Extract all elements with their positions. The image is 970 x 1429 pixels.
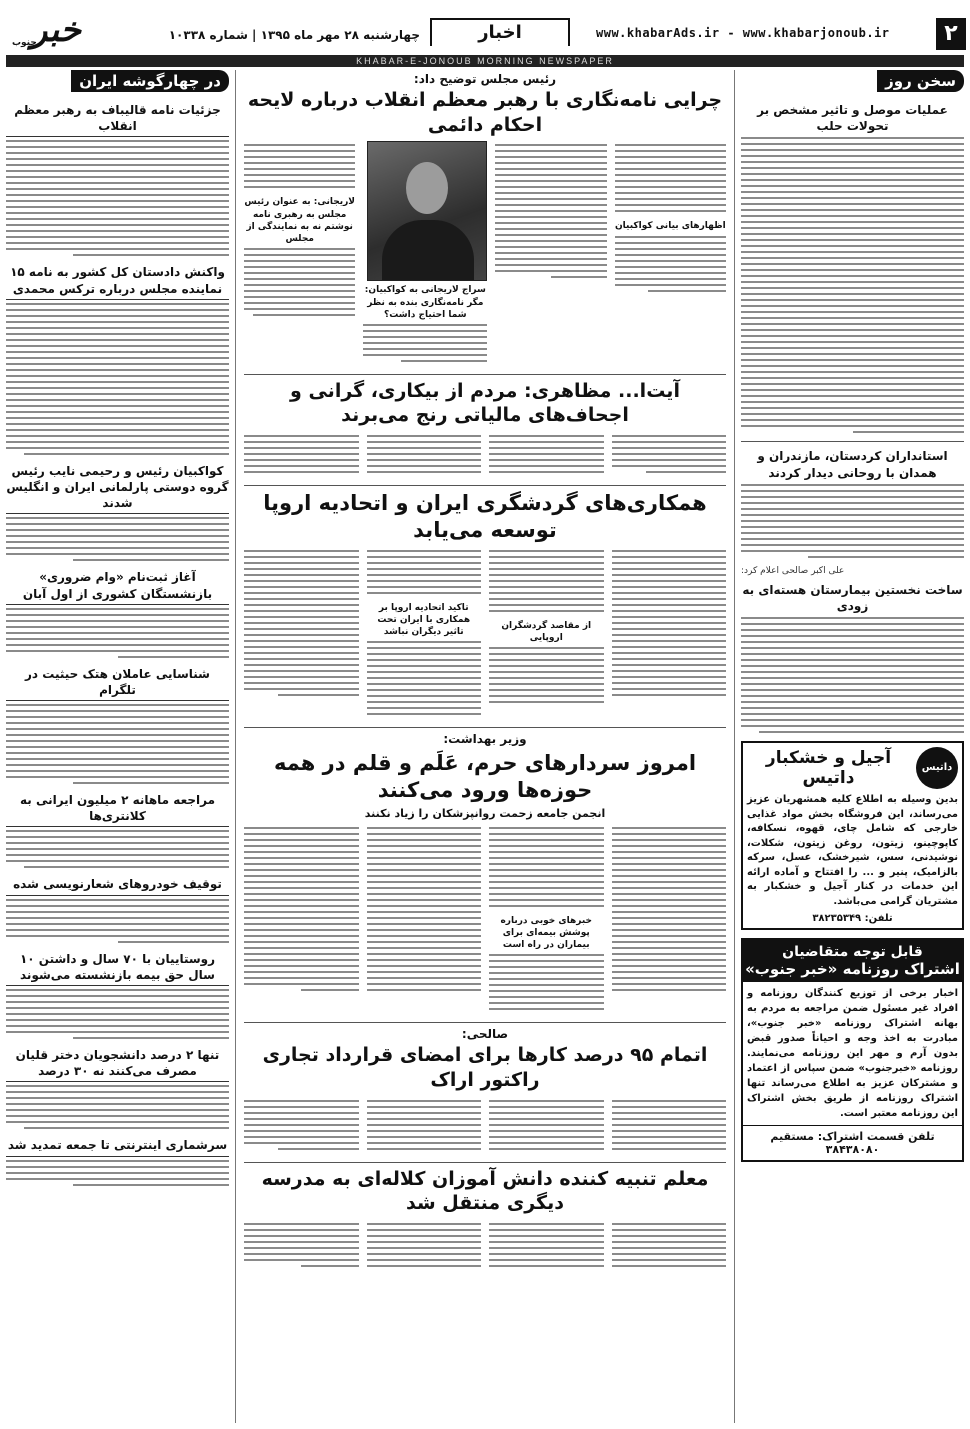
site-url[interactable]: www.khabarAds.ir - www.khabarjonoub.ir	[596, 26, 890, 40]
left-story-title[interactable]: مراجعه ماهانه ۲ میلیون ایرانی به کلانتری‌ها	[6, 792, 229, 827]
editorial-tag: سخن روز	[877, 70, 964, 92]
left-story-title[interactable]: تنها ۲ درصد دانشجویان دختر قلیان مصرف می‌کنند نه ۳۰ درصد	[6, 1047, 229, 1082]
governors-story-body	[741, 484, 964, 558]
newspaper-logo: خبر	[30, 10, 82, 50]
notice-header-line1: قابل توجه متقاضیان	[782, 944, 923, 961]
teacher-headline[interactable]: معلم تنبیه کننده دانش آموزان کلاله‌ای به مدرسه دیگری منتقل شد	[261, 1167, 709, 1215]
left-story-body	[6, 830, 229, 868]
left-story-body	[6, 608, 229, 658]
nuts-shop-ad[interactable]	[741, 741, 964, 930]
health-kicker: وزیر بهداشت:	[443, 732, 527, 747]
english-name-bar: KHABAR-E-JONOUB MORNING NEWSPAPER	[6, 55, 964, 67]
left-story-title[interactable]: شناسایی عاملان هتک حیثیت در تلگرام	[6, 666, 229, 701]
health-story-body	[244, 824, 726, 1018]
nuclear-story-body	[741, 617, 964, 733]
left-story-body	[6, 303, 229, 455]
ad-text: بدین وسیله به اطلاع کلیه همشهریان عزیز می‌رساند، این فروشگاه بخش مواد غذایی خارجی که شامل چای، قهوه، نسکافه، کاپوچینو، زیتون، روغن زیتون، شکلات، نوشیدنی، سس، شیرخشک، عسل، سرکه بالزامیک، پنیر و ... را افتتاح و آماده ارائه این خدمات در کنار آجیل و خشکبار به مشتریان گرامی می‌باشد.	[747, 794, 958, 907]
left-story-body	[6, 1085, 229, 1129]
tourism-headline[interactable]: همکاری‌های گردشگری ایران و اتحادیه اروپا توسعه می‌یابد	[263, 491, 707, 543]
left-story-body	[6, 517, 229, 561]
nuclear-story-kicker: علی اکبر صالحی اعلام کرد:	[741, 565, 845, 576]
left-story-title[interactable]: کواکبیان رئیس و رحیمی نایب رئیس گروه دوستی پارلمانی ایران و انگلیس شدند	[6, 463, 229, 515]
tourism-subhead-eu: تاکید اتحادیه اروپا بر همکاری با ایران تحت تاثیر دیگران نباشد	[377, 602, 471, 638]
mazaheri-story-body	[244, 432, 726, 481]
center-column	[244, 70, 726, 1423]
tourism-story-body	[244, 547, 726, 723]
notice-phone: تلفن قسمت اشتراک: مستقیم ۳۸۴۳۸۰۸۰	[743, 1125, 962, 1160]
shop-logo-icon: داتیس	[916, 747, 958, 789]
divider	[244, 1162, 726, 1163]
lead-kicker: رئیس مجلس توضیح داد:	[413, 72, 557, 86]
left-story-title[interactable]: آغاز ثبت‌نام «وام ضروری» بازنشستگان کشوری از اول آبان	[6, 569, 229, 604]
left-story-title[interactable]: توقیف خودروهای شعارنویسی شده	[6, 876, 229, 895]
lead-headline[interactable]: چرایی نامه‌نگاری با رهبر معظم انقلاب درباره لایحه احکام دائمی	[247, 89, 723, 136]
editorial-title[interactable]: عملیات موصل و تاثیر مشخص بر تحولات حلب	[757, 103, 948, 134]
side-heading-kavakebian: اظهارهای بیانی کواکبیان	[614, 221, 726, 232]
notice-text: اخبار برخی از توزیع کنندگان روزنامه و افراد غیر مسئول ضمن مراجعه به مردم به بهانه اشتراک روزنامه «خبر جنوب»، مبادرت به اخذ وجه و احیاناً صدور قبض بدون آرم و مهر این روزنامه می‌نمایند. روزنامه «خبرجنوب» ضمن سپاس از اعتماد و مشترکان عزیز به اطلاع می‌رساند تنها اشتراک روزنامه از طریق بخش اشتراک این روزنامه معتبر است.	[747, 988, 958, 1120]
left-column	[6, 70, 236, 1423]
salehi-headline[interactable]: اتمام ۹۵ درصد کارها برای امضای قرارداد تجاری راکتور اراک	[262, 1044, 708, 1091]
left-story-body	[6, 1160, 229, 1186]
health-headline[interactable]: امروز سردارهای حرم، عَلَم و قلم در همه حوزه‌ها ورود می‌کنند	[273, 751, 697, 803]
health-inner-subhead: خبرهای خوبی درباره پوشش بیمه‌ای برای بیماران در راه است	[500, 915, 593, 951]
divider	[244, 1022, 726, 1023]
nuclear-story-title[interactable]: ساخت نخستین بیمارستان هسته‌ای به زودی	[742, 582, 963, 613]
lead-story-body	[244, 141, 726, 369]
divider	[741, 441, 964, 442]
left-story-title[interactable]: سرشماری اینترنتی تا جمعه تمدید شد	[6, 1137, 229, 1156]
left-story-body	[6, 140, 229, 256]
left-story-title[interactable]: روستاییان با ۷۰ سال و داشتن ۱۰ سال حق بیمه بازنشسته می‌شوند	[6, 951, 229, 986]
ad-title: آجیل و خشکبار داتیس	[765, 748, 892, 789]
salehi-story-body	[244, 1097, 726, 1158]
divider	[244, 485, 726, 486]
larijani-photo	[367, 141, 487, 281]
left-story-body	[6, 704, 229, 784]
edition-info: چهارشنبه ۲۸ مهر ماه ۱۳۹۵ | شماره ۱۰۳۳۸	[168, 28, 420, 42]
governors-story-title[interactable]: استانداران کردستان، مازندران و همدان با روحانی دیدار کردند	[757, 449, 948, 480]
left-story-body	[6, 989, 229, 1039]
iran-corners-tag: در چهارگوشه ایران	[71, 70, 229, 92]
health-subhead: انجمن جامعه زحمت روانپزشکان را زیاد نکنند	[364, 806, 606, 820]
newspaper-logo-sub: جنوب	[12, 38, 37, 48]
editorial-body	[741, 137, 964, 433]
mazaheri-headline[interactable]: آیت‌ا... مظاهری: مردم از بیکاری، گرانی و اجحاف‌های مالیاتی رنج می‌برند	[290, 379, 680, 427]
notice-header	[743, 940, 962, 982]
divider	[244, 374, 726, 375]
ad-phone: تلفن: ۳۸۲۳۵۳۴۹	[812, 913, 893, 925]
divider	[244, 727, 726, 728]
teacher-story-body	[244, 1220, 726, 1275]
page-number: ۲	[936, 18, 966, 50]
photo-caption: سراج لاریجانی به کواکبیان: مگر نامه‌نگاری بنده به نظر شما احتیاج داشت؟	[364, 285, 486, 320]
salehi-kicker: صالحی:	[461, 1027, 509, 1042]
notice-header-line2: اشتراک روزنامه «خبر جنوب»	[745, 960, 960, 979]
left-story-title[interactable]: جزئیات نامه قالیباف به رهبر معظم انقلاب	[6, 102, 229, 137]
side-heading-larijani: لاریجانی: به عنوان رئیس مجلس به رهبری نامه نوشتم نه به نمایندگی از مجلس	[244, 197, 355, 244]
subscription-notice[interactable]	[741, 938, 964, 1162]
right-column	[734, 70, 964, 1423]
left-story-title[interactable]: واکنش دادستان کل کشور به نامه ۱۵ نماینده مجلس درباره ترکس محمدی	[6, 264, 229, 299]
masthead	[0, 0, 970, 56]
section-title: اخبار	[430, 18, 570, 46]
left-story-body	[6, 899, 229, 943]
tourism-subhead-destinations: از مقاصد گردشگران اروپایی	[501, 620, 592, 643]
